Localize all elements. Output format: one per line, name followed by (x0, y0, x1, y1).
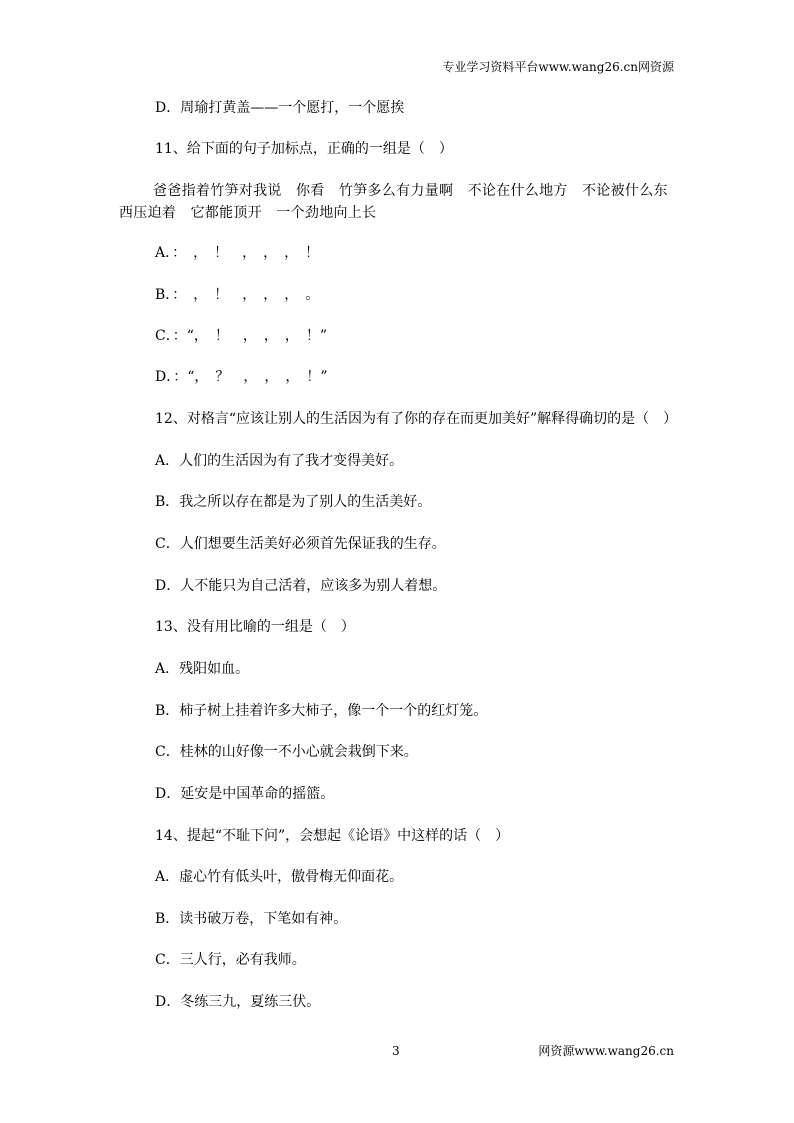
q11-option-b: B．： ， ！ ， ， ， 。 (155, 287, 320, 303)
q12-option-d: D．人不能只为自己活着，应该多为别人着想。 (155, 578, 447, 594)
q13-option-c: C．桂林的山好像一不小心就会栽倒下来。 (155, 744, 418, 760)
page-number: 3 (392, 1044, 400, 1058)
q11-option-c: C．：“， ！ ， ， ， ！” (155, 328, 328, 344)
q12-stem: 12、对格言“应该让别人的生活因为有了你的存在而更加美好”解释得确切的是（ ） (155, 411, 678, 427)
q13-stem: 13、没有用比喻的一组是（ ） (155, 619, 355, 635)
q13-option-a: A．残阳如血。 (155, 661, 250, 677)
page-header: 专业学习资料平台www.wang26.cn网资源 (442, 60, 674, 74)
q12-option-c: C．人们想要生活美好必须首先保证我的生存。 (155, 536, 446, 552)
q12-option-b: B．我之所以存在都是为了别人的生活美好。 (155, 494, 432, 510)
q14-option-c: C．三人行，必有我师。 (155, 952, 306, 968)
q14-option-b: B．读书破万卷，下笔如有神。 (155, 911, 348, 927)
q14-option-a: A．虚心竹有低头叶，傲骨梅无仰面花。 (155, 869, 404, 885)
q13-option-d: D．延安是中国革命的摇篮。 (155, 786, 335, 802)
q12-option-a: A．人们的生活因为有了我才变得美好。 (155, 453, 404, 469)
q11-option-d: D．：“， ？ ， ， ， ！” (155, 369, 328, 385)
q14-stem: 14、提起“不耻下问”，会想起《论语》中这样的话（ ） (155, 828, 510, 844)
q11-stem: 11、给下面的句子加标点，正确的一组是（ ） (155, 141, 453, 157)
q10-option-d: D．周瑜打黄盖——一个愿打，一个愿挨 (155, 100, 405, 116)
footer-site: 网资源www.wang26.cn (538, 1044, 674, 1058)
q14-option-d: D．冬练三九，夏练三伏。 (155, 994, 321, 1010)
q13-option-b: B．柿子树上挂着许多大柿子，像一个一个的红灯笼。 (155, 703, 488, 719)
q11-passage: 爸爸指着竹笋对我说 你看 竹笋多么有力量啊 不论在什么地方 不论被什么东西压迫着 它都能顶开 一个劲地向上长 (119, 183, 668, 221)
q11-option-a: A．： ， ！ ， ， ， ！ (155, 245, 320, 261)
